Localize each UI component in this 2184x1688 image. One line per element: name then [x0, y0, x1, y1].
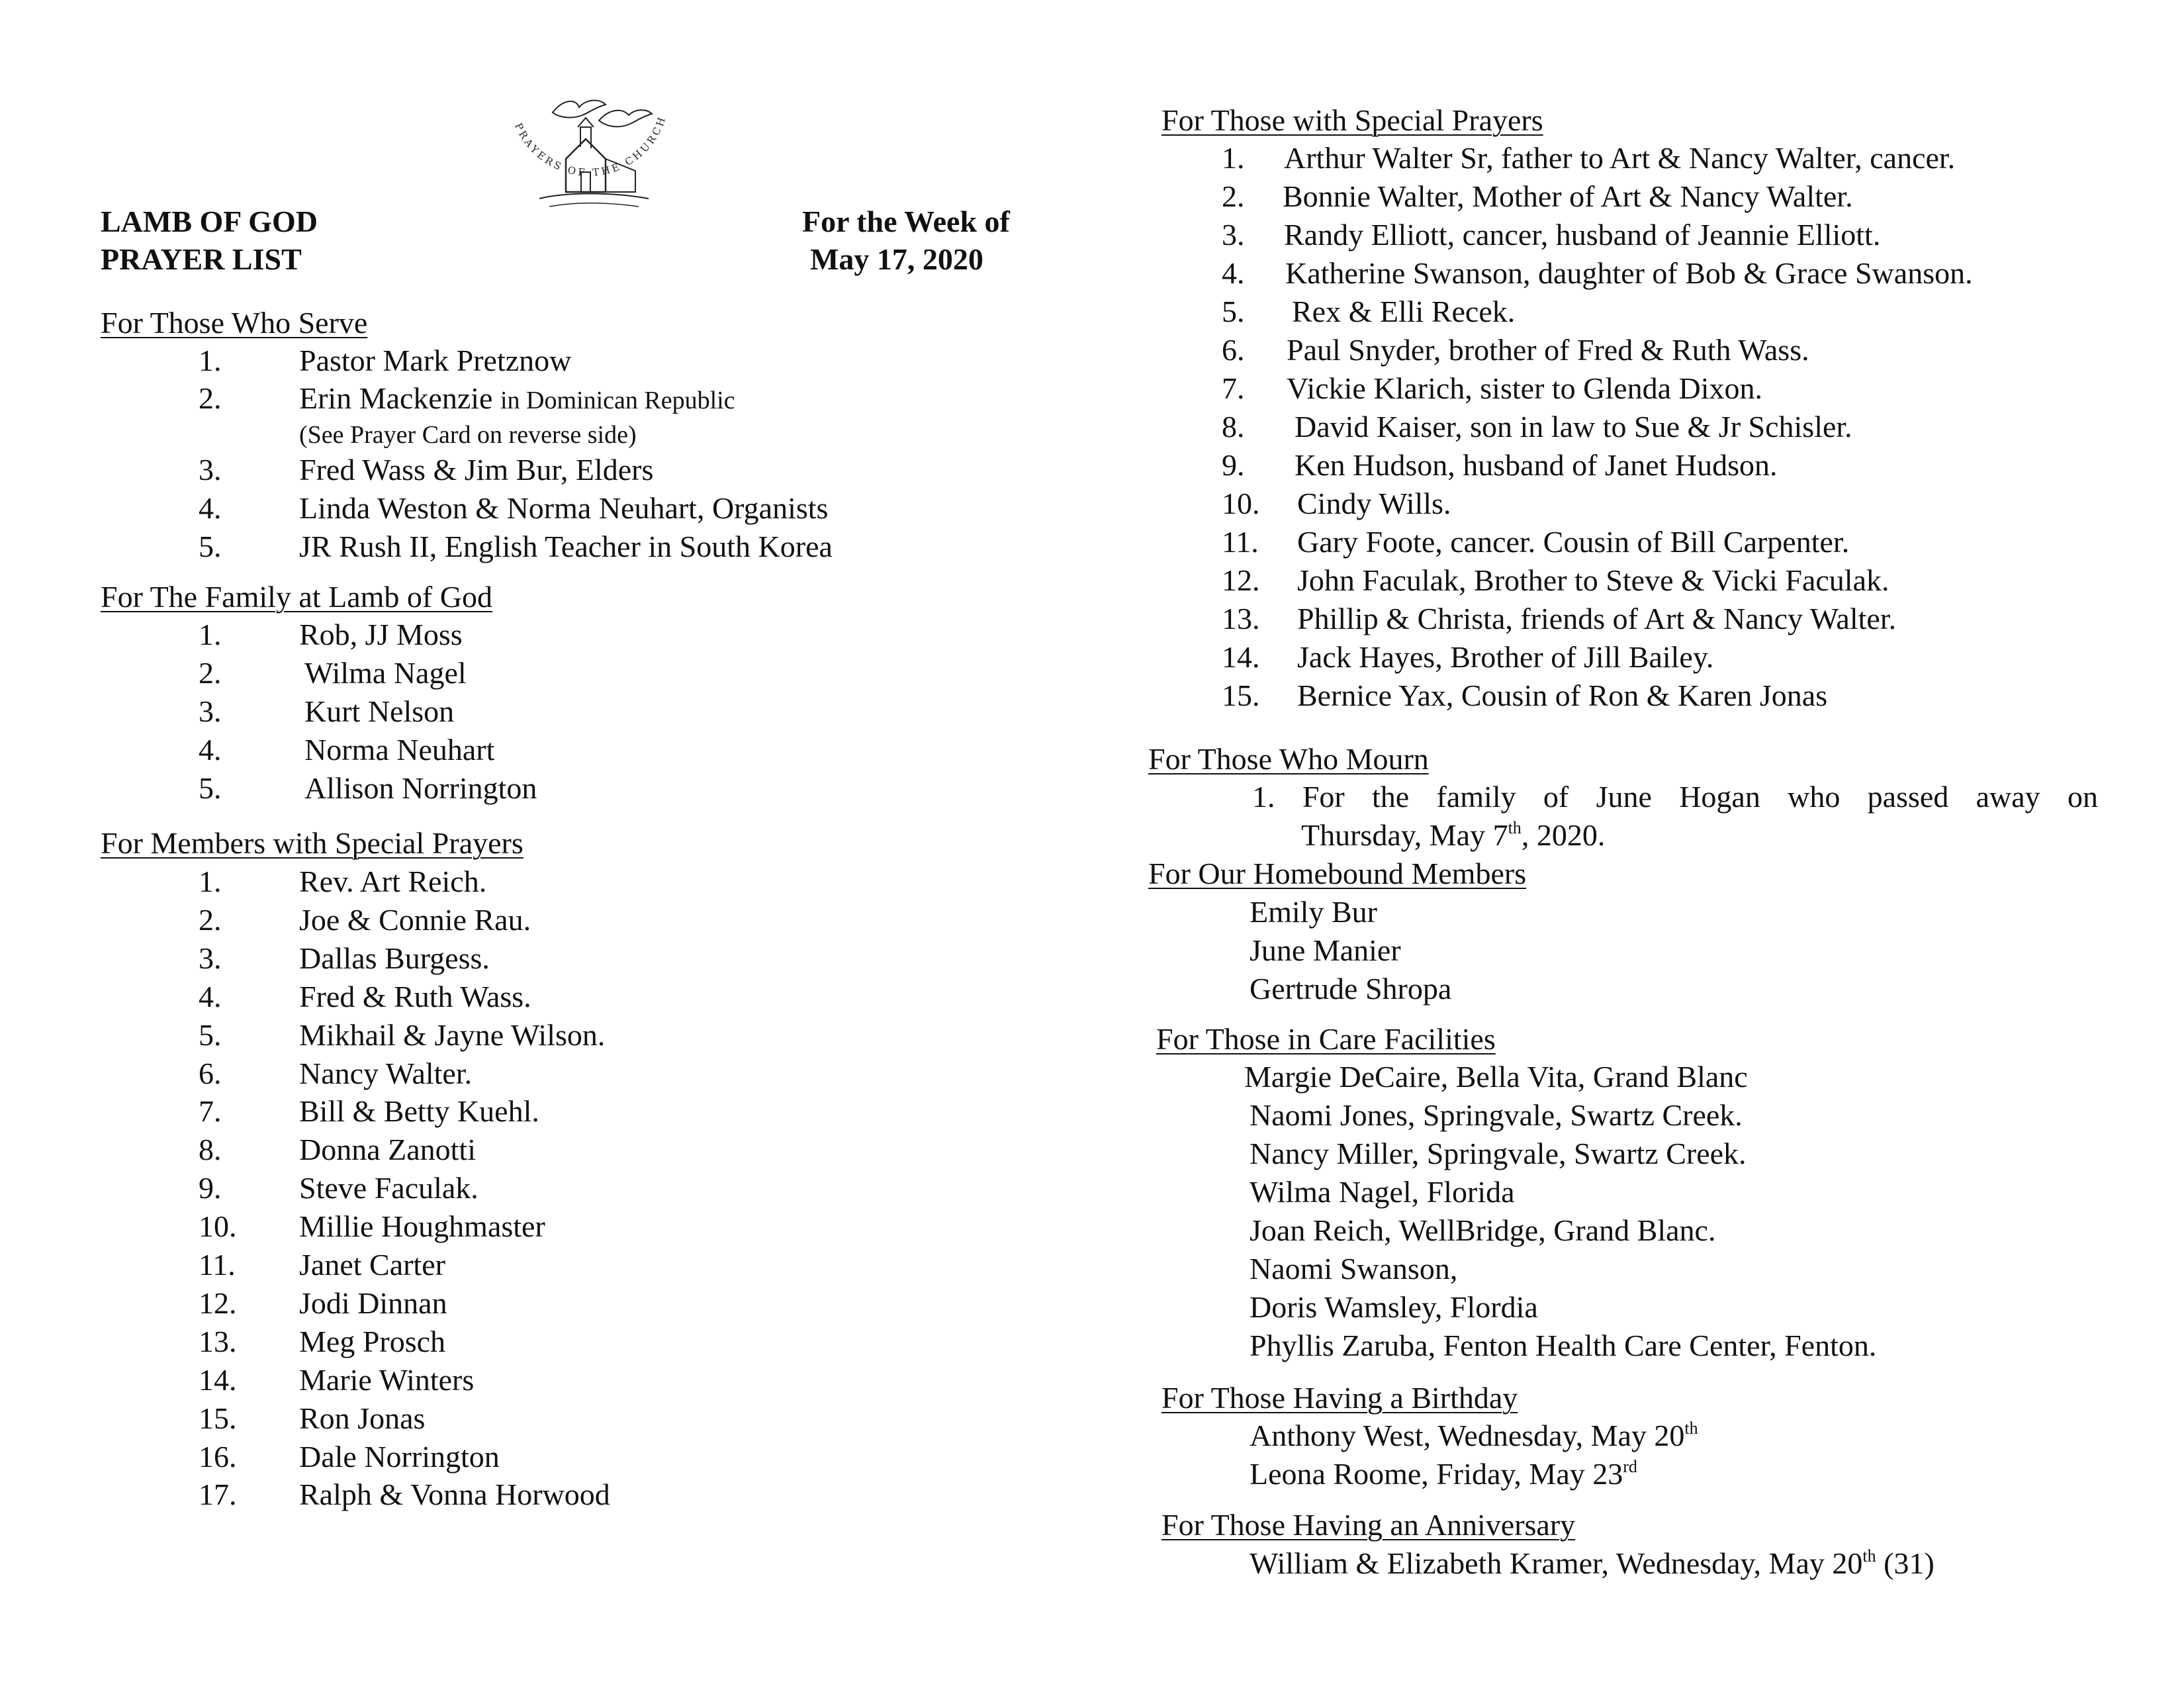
- list-item-number: 7.: [199, 1094, 222, 1129]
- list-item-extra: in Dominican Republic: [500, 387, 735, 414]
- list-item-number: 2.: [199, 902, 222, 937]
- list-item-number: 4.: [1222, 256, 1245, 290]
- section-heading-birthday: For Those Having a Birthday: [1161, 1381, 1518, 1415]
- birthday-item: [1250, 1417, 1698, 1455]
- list-item: Bill & Betty Kuehl.: [299, 1094, 539, 1129]
- list-item: Wilma Nagel, Florida: [1250, 1175, 1515, 1209]
- mourn-text: Thursday, May 7: [1301, 818, 1508, 852]
- ordinal-suffix: th: [1862, 1546, 1876, 1566]
- list-item: Ken Hudson, husband of Janet Hudson.: [1295, 448, 1778, 482]
- list-item-number: 5.: [199, 530, 222, 563]
- list-item: David Kaiser, son in law to Sue & Jr Schisler.: [1295, 410, 1852, 444]
- list-item: Ralph & Vonna Horwood: [299, 1477, 610, 1512]
- list-item-number: 8.: [199, 1133, 222, 1167]
- list-item: Jack Hayes, Brother of Jill Bailey.: [1297, 640, 1714, 674]
- list-item-number: 3.: [199, 941, 222, 975]
- care-list: [0, 1058, 2184, 1369]
- list-item-number: 3.: [199, 453, 222, 487]
- list-item-number: 14.: [199, 1362, 237, 1397]
- list-item-number: 4.: [199, 979, 222, 1013]
- list-item-number: 13.: [199, 1324, 237, 1358]
- list-item: Nancy Walter.: [299, 1056, 473, 1090]
- list-item-number: 9.: [199, 1171, 222, 1205]
- list-item-number: 4.: [199, 491, 222, 525]
- section-heading-mourn: For Those Who Mourn: [1148, 742, 1429, 776]
- list-item-number: 12.: [199, 1286, 237, 1320]
- list-item: Arthur Walter Sr, father to Art & Nancy Walter, cancer.: [1284, 141, 1956, 175]
- list-item: Bernice Yax, Cousin of Ron & Karen Jonas: [1297, 679, 1828, 712]
- list-item-note: (See Prayer Card on reverse side): [299, 421, 637, 449]
- section-heading-care: For Those in Care Facilities: [1156, 1022, 1496, 1056]
- week-label: For the Week of: [802, 205, 1010, 238]
- list-item: Gertrude Shropa: [1250, 972, 1452, 1006]
- list-item-number: 11.: [199, 1248, 236, 1282]
- list-item: Dale Norrington: [299, 1439, 500, 1474]
- list-item-number: 5.: [1222, 295, 1245, 328]
- list-item-number: 5.: [199, 1017, 222, 1052]
- section-heading-members: For Members with Special Prayers: [101, 826, 523, 860]
- list-item: Randy Elliott, cancer, husband of Jeannie Elliott.: [1284, 218, 1881, 252]
- list-item-number: 1.: [1222, 141, 1245, 175]
- list-item-number: 2.: [199, 656, 222, 690]
- list-item: Steve Faculak.: [299, 1171, 478, 1205]
- birthday-item: [1250, 1455, 1637, 1493]
- list-item: Rex & Elli Recek.: [1292, 295, 1516, 328]
- list-item: Naomi Swanson,: [1250, 1252, 1458, 1286]
- section-heading-serve: For Those Who Serve: [101, 306, 368, 340]
- list-item-number: 15.: [199, 1401, 237, 1435]
- homebound-list: [0, 893, 2184, 1012]
- list-item: Rob, JJ Moss: [299, 618, 463, 651]
- list-item-number: 2.: [1222, 179, 1245, 213]
- anniversary-item: [1250, 1544, 1934, 1583]
- list-item: Meg Prosch: [299, 1324, 446, 1358]
- anniversary-text: William & Elizabeth Kramer, Wednesday, May 20: [1250, 1546, 1863, 1580]
- list-item: Millie Houghmaster: [299, 1209, 545, 1244]
- week-date: May 17, 2020: [810, 242, 983, 276]
- mourn-text-end: , 2020.: [1521, 818, 1606, 852]
- list-item: Naomi Jones, Springvale, Swartz Creek.: [1250, 1098, 1743, 1132]
- mourn-line-1: 1. For the family of June Hogan who passed away on: [1252, 780, 2098, 814]
- birthday-text: Leona Roome, Friday, May 23: [1250, 1457, 1623, 1491]
- section-heading-special: For Those with Special Prayers: [1161, 103, 1543, 137]
- list-item: Emily Bur: [1250, 895, 1377, 929]
- list-item-number: 10.: [199, 1209, 237, 1244]
- list-item: Marie Winters: [299, 1362, 475, 1397]
- birthday-text: Anthony West, Wednesday, May 20: [1250, 1419, 1685, 1452]
- list-item: Rev. Art Reich.: [299, 865, 487, 898]
- list-item: Pastor Mark Pretznow: [299, 344, 572, 377]
- list-item-number: 2.: [199, 381, 222, 415]
- list-item-number: 6.: [199, 1056, 222, 1090]
- list-item-number: 13.: [1222, 602, 1260, 635]
- list-item-number: 3.: [1222, 218, 1245, 252]
- section-heading-anniversary: For Those Having an Anniversary: [1161, 1508, 1576, 1542]
- ordinal-suffix: th: [1508, 818, 1522, 837]
- list-item-number: 5.: [199, 771, 222, 805]
- list-item: John Faculak, Brother to Steve & Vicki Faculak.: [1297, 563, 1889, 597]
- list-item: Dallas Burgess.: [299, 941, 490, 975]
- anniversary-years: (31): [1876, 1546, 1934, 1580]
- list-item-number: 3.: [199, 694, 222, 728]
- list-item: Margie DeCaire, Bella Vita, Grand Blanc: [1244, 1060, 1748, 1094]
- list-item: Fred & Ruth Wass.: [299, 979, 531, 1013]
- list-item-number: 6.: [1222, 333, 1245, 367]
- list-item: Joe & Connie Rau.: [299, 902, 531, 937]
- list-item: Ron Jonas: [299, 1401, 426, 1435]
- list-item-number: 16.: [199, 1439, 237, 1474]
- list-item-number: 1.: [199, 344, 222, 377]
- list-item: Paul Snyder, brother of Fred & Ruth Wass.: [1287, 333, 1809, 367]
- list-item: Phyllis Zaruba, Fenton Health Care Center, Fenton.: [1250, 1329, 1877, 1362]
- list-item: Jodi Dinnan: [299, 1286, 447, 1320]
- mourn-line-2: [1301, 816, 1605, 855]
- list-item: Nancy Miller, Springvale, Swartz Creek.: [1250, 1137, 1747, 1170]
- list-item-number: 17.: [199, 1477, 237, 1512]
- list-item: Mikhail & Jayne Wilson.: [299, 1017, 606, 1052]
- list-item-number: 8.: [1222, 410, 1245, 444]
- list-item: Joan Reich, WellBridge, Grand Blanc.: [1250, 1213, 1716, 1247]
- list-item: Cindy Wills.: [1297, 487, 1451, 520]
- list-item: Gary Foote, cancer. Cousin of Bill Carpenter.: [1297, 525, 1850, 559]
- ordinal-suffix: rd: [1623, 1457, 1637, 1476]
- list-item-number: 11.: [1222, 525, 1259, 559]
- list-item: Wilma Nagel: [304, 656, 467, 690]
- list-item: JR Rush II, English Teacher in South Korea: [299, 530, 833, 563]
- list-item-number: 1.: [199, 618, 222, 651]
- list-item-number: 7.: [1222, 371, 1245, 405]
- ordinal-suffix: th: [1684, 1419, 1698, 1438]
- list-item: Kurt Nelson: [304, 694, 455, 728]
- list-item: Katherine Swanson, daughter of Bob & Grace Swanson.: [1285, 256, 1973, 290]
- section-heading-homebound: For Our Homebound Members: [1148, 857, 1527, 890]
- list-item: Fred Wass & Jim Bur, Elders: [299, 453, 654, 487]
- list-item-number: 4.: [199, 733, 222, 767]
- list-item: Phillip & Christa, friends of Art & Nancy Walter.: [1297, 602, 1897, 635]
- list-item: June Manier: [1250, 933, 1401, 967]
- list-item-number: 10.: [1222, 487, 1260, 520]
- title-line-2: PRAYER LIST: [101, 242, 302, 276]
- list-item-number: 9.: [1222, 448, 1245, 482]
- list-item: Donna Zanotti: [299, 1133, 476, 1167]
- list-item: Vickie Klarich, sister to Glenda Dixon.: [1287, 371, 1762, 405]
- title-line-1: LAMB OF GOD: [101, 205, 318, 238]
- list-item-number: 14.: [1222, 640, 1260, 674]
- list-item-number: 1.: [199, 865, 222, 898]
- list-item: Allison Norrington: [304, 771, 537, 805]
- list-item: Bonnie Walter, Mother of Art & Nancy Walter.: [1283, 179, 1853, 213]
- list-item: Janet Carter: [299, 1248, 445, 1282]
- list-item: Linda Weston & Norma Neuhart, Organists: [299, 491, 829, 525]
- list-item-number: 15.: [1222, 679, 1260, 712]
- list-item-name: Erin Mackenzie: [299, 381, 493, 415]
- section-heading-family: For The Family at Lamb of God: [101, 580, 492, 614]
- logo-text: PRAYERS OF THE CHURCH: [512, 113, 669, 179]
- special-list: [0, 139, 2184, 722]
- list-item: Doris Wamsley, Flordia: [1250, 1290, 1538, 1324]
- list-item: Norma Neuhart: [304, 733, 495, 767]
- list-item-number: 12.: [1222, 563, 1260, 597]
